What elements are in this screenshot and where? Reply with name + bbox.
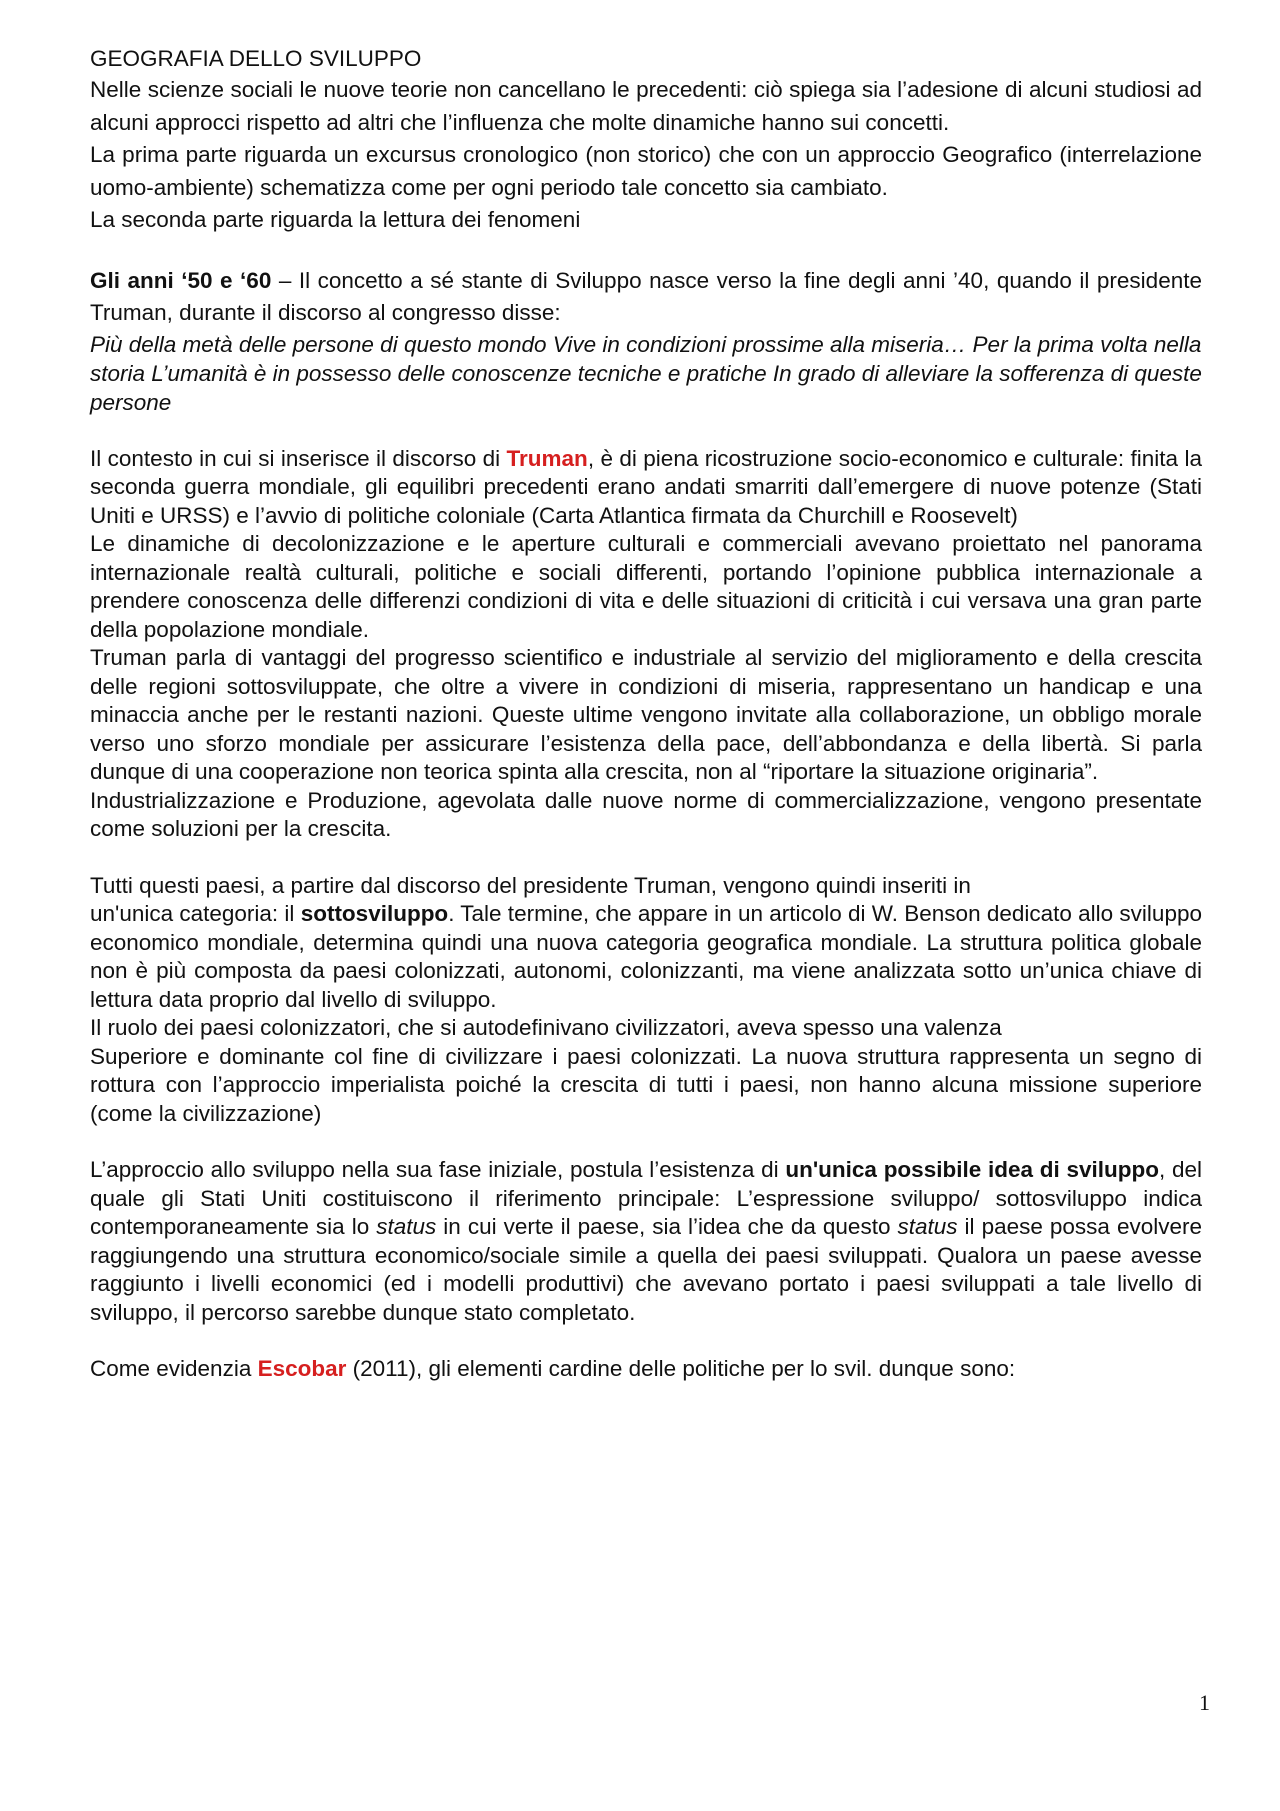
intro-paragraph: Nelle scienze sociali le nuove teorie non cancellano le precedenti: ciò spiega sia l’adesione di alcuni studiosi ad alcuni approcci rispetto ad altri che l’influenza che molte dinamiche hanno sui concetti. (90, 77, 1202, 135)
escobar-paragraph: Come evidenzia Escobar (2011), gli elementi cardine delle politiche per lo svil. dunque sono: (90, 1356, 1016, 1381)
section-lead-text: Il concetto a sé stante di Sviluppo nasce verso la fine degli anni ’40, quando il presidente Truman, durante il discorso al congresso disse: (90, 267, 1202, 325)
section-lead-paragraph (90, 265, 1202, 330)
document-page (90, 44, 1202, 1384)
highlight-escobar: Escobar (257, 1356, 347, 1381)
section-heading: Gli anni ‘50 e ‘60 (90, 267, 272, 293)
underdevelopment-paragraph: Superiore e dominante col fine di civilizzare i paesi colonizzati. La nuova struttura rappresenta un segno di rottura con l’approccio imperialista poiché la crescita di tutti i paesi, non hanno alcuna missione superiore (come la civilizzazione) (90, 1043, 1202, 1126)
term-sottosviluppo: sottosviluppo (300, 901, 449, 926)
intro-paragraph: La prima parte riguarda un excursus cronologico (non storico) che con un approccio Geografico (interrelazione uomo-ambiente) schematizza come per ogni periodo tale concetto sia cambiato. (90, 142, 1202, 200)
intro-paragraph: La seconda parte riguarda la lettura dei fenomeni (90, 207, 581, 232)
spacer (90, 237, 1202, 265)
italic-status: status (376, 1214, 437, 1239)
highlight-truman: Truman (506, 445, 588, 471)
bold-unique-idea: un'unica possibile idea di sviluppo (785, 1157, 1159, 1182)
context-paragraph: Le dinamiche di decolonizzazione e le aperture culturali e commerciali avevano proiettato nel panorama internazionale realtà culturali, politiche e sociali differenti, portando l’opinione pubblica internazionale a prendere conoscenza delle differenzi condizioni di vita e delle situazioni di criticità i cui versava una gran parte della popolazione mondiale. (90, 531, 1202, 642)
spacer (90, 1327, 1202, 1355)
spacer (90, 1128, 1202, 1156)
underdevelopment-paragraph: un'unica categoria: il sottosviluppo. Tale termine, che appare in un articolo di W. Benson dedicato allo sviluppo economico mondiale, determina quindi una nuova categoria geografica mondiale. La struttura politica globale non è più composta da paesi colonizzati, autonomi, colonizzanti, ma viene analizzata sotto un’unica chiave di lettura data proprio dal livello di sviluppo. (90, 901, 1202, 1012)
context-paragraph: Truman parla di vantaggi del progresso scientifico e industriale al servizio del miglioramento e della crescita delle regioni sottosviluppate, che oltre a vivere in condizioni di miseria, rappresentano un handicap e una minaccia anche per le restanti nazioni. Queste ultime vengono invitate alla collaborazione, un obbligo morale verso uno sforzo mondiale per assicurare l’esistenza della pace, dell’abbondanza e della libertà. Si parla dunque di una cooperazione non teorica spinta alla crescita, non al “riportare la situazione originaria”. (90, 645, 1202, 784)
spacer (90, 844, 1202, 872)
context-paragraph: Il contesto in cui si inserisce il discorso di Truman, è di piena ricostruzione socio-economico e culturale: finita la seconda guerra mondiale, gli equilibri precedenti erano andati smarriti dall’emergere di nuove potenze (Stati Uniti e URSS) e l’avvio di politiche coloniale (Carta Atlantica firmata da Churchill e Roosevelt) (90, 445, 1202, 528)
approach-paragraph: L’approccio allo sviluppo nella sua fase iniziale, postula l’esistenza di un'unica possibile idea di sviluppo, del quale gli Stati Uniti costituiscono il riferimento principale: L’espressione sviluppo/ sottosviluppo indica contemporaneamente sia lo status in cui verte il paese, sia l’idea che da questo status il paese possa evolvere raggiungendo una struttura economico/sociale simile a quella dei paesi sviluppati. Qualora un paese avesse raggiunto i livelli economici (ed i modelli produttivi) che avevano portato i paesi sviluppati a tale livello di sviluppo, il percorso sarebbe dunque stato completato. (90, 1157, 1202, 1325)
underdevelopment-line: Tutti questi paesi, a partire dal discorso del presidente Truman, vengono quindi inseriti in (90, 872, 971, 898)
document-title: GEOGRAFIA DELLO SVILUPPO (90, 46, 422, 71)
italic-status: status (897, 1214, 958, 1239)
spacer (90, 417, 1202, 445)
truman-quote: Più della metà delle persone di questo mondo Vive in condizioni prossime alla miseria… Per la prima volta nella storia L’umanità è in possesso delle conoscenze tecniche e pratiche In grado di alleviare la sofferenza di queste persone (90, 331, 1202, 415)
heading-dash: – (271, 267, 299, 293)
context-paragraph: Industrializzazione e Produzione, agevolata dalle nuove norme di commercializzazione, vengono presentate come soluzioni per la crescita. (90, 787, 1202, 841)
underdevelopment-line: Il ruolo dei paesi colonizzatori, che si autodefinivano civilizzatori, aveva spesso una valenza (90, 1015, 1002, 1040)
page-number: 1 (1199, 1690, 1210, 1715)
